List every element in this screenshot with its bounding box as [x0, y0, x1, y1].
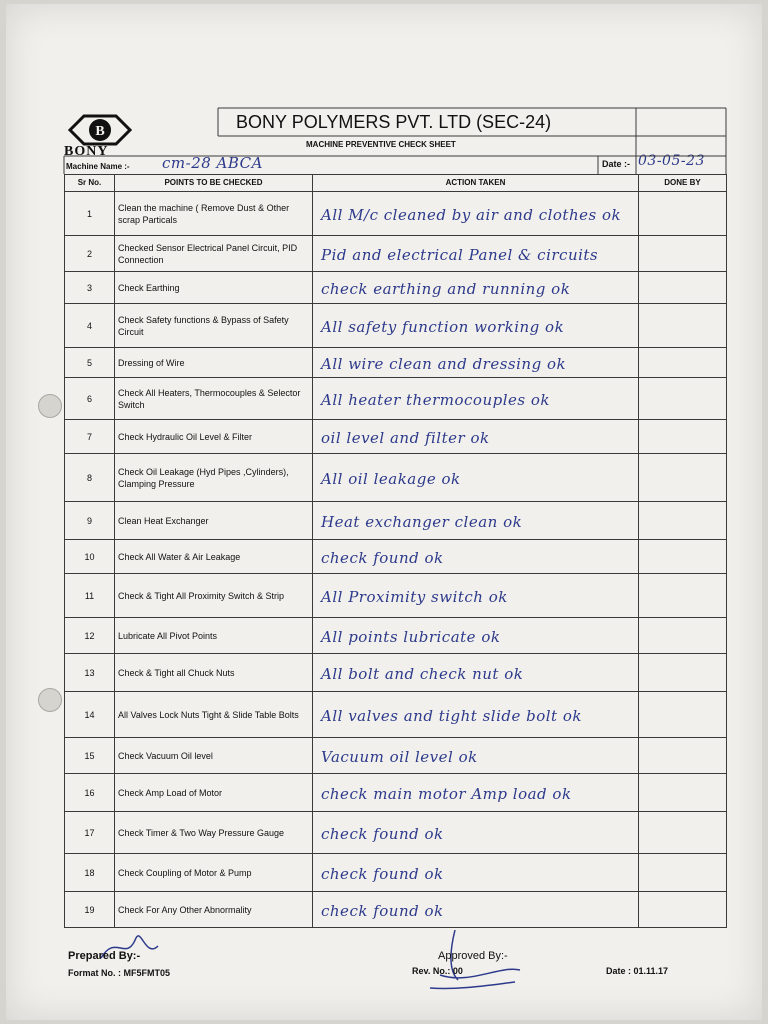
- row-action-taken: Vacuum oil level ok: [321, 747, 478, 766]
- row-done-by: [639, 420, 727, 454]
- punch-hole-bottom: [38, 688, 62, 712]
- row-action-cell: [313, 454, 639, 502]
- row-action-cell: [313, 892, 639, 928]
- row-sr-number: 17: [65, 812, 115, 854]
- row-check-point: Check Hydraulic Oil Level & Filter: [115, 420, 313, 454]
- table-row: [65, 654, 727, 692]
- row-sr-number: 3: [65, 272, 115, 304]
- table-row: [65, 454, 727, 502]
- table-row: [65, 618, 727, 654]
- row-action-taken: check main motor Amp load ok: [321, 784, 572, 803]
- row-sr-number: 2: [65, 236, 115, 272]
- row-check-point: Checked Sensor Electrical Panel Circuit, PID Connection: [115, 236, 313, 272]
- row-action-cell: [313, 272, 639, 304]
- row-action-taken: All oil leakage ok: [321, 469, 461, 488]
- table-row: [65, 304, 727, 348]
- row-check-point: Check Timer & Two Way Pressure Gauge: [115, 812, 313, 854]
- row-check-point: Clean Heat Exchanger: [115, 502, 313, 540]
- table-row: [65, 574, 727, 618]
- row-action-taken: All M/c cleaned by air and clothes ok: [321, 205, 622, 224]
- row-done-by: [639, 774, 727, 812]
- row-action-cell: [313, 420, 639, 454]
- row-check-point: Lubricate All Pivot Points: [115, 618, 313, 654]
- table-header-row: [65, 175, 727, 192]
- row-action-cell: [313, 540, 639, 574]
- row-sr-number: 4: [65, 304, 115, 348]
- approved-by-label: Approved By:-: [438, 950, 508, 962]
- row-done-by: [639, 304, 727, 348]
- row-sr-number: 9: [65, 502, 115, 540]
- row-check-point: Check Vacuum Oil level: [115, 738, 313, 774]
- row-sr-number: 13: [65, 654, 115, 692]
- row-check-point: Check Coupling of Motor & Pump: [115, 854, 313, 892]
- row-check-point: Check Oil Leakage (Hyd Pipes ,Cylinders), Clamping Pressure: [115, 454, 313, 502]
- row-check-point: Check Amp Load of Motor: [115, 774, 313, 812]
- row-action-cell: [313, 618, 639, 654]
- machine-name-value: cm-28 ABCA: [162, 154, 263, 172]
- table-row: [65, 692, 727, 738]
- row-action-taken: All bolt and check nut ok: [321, 664, 524, 683]
- row-action-cell: [313, 236, 639, 272]
- row-sr-number: 16: [65, 774, 115, 812]
- row-action-cell: [313, 692, 639, 738]
- row-check-point: Check For Any Other Abnormality: [115, 892, 313, 928]
- row-sr-number: 1: [65, 192, 115, 236]
- col-done-header: DONE BY: [639, 175, 727, 192]
- row-action-cell: [313, 854, 639, 892]
- table-row: [65, 378, 727, 420]
- table-row: [65, 738, 727, 774]
- row-done-by: [639, 618, 727, 654]
- row-action-cell: [313, 378, 639, 420]
- row-action-taken: oil level and filter ok: [321, 428, 490, 447]
- prepared-signature-icon: [96, 928, 166, 968]
- row-action-taken: All heater thermocouples ok: [321, 390, 550, 409]
- row-action-taken: check earthing and running ok: [321, 279, 571, 298]
- row-action-cell: [313, 738, 639, 774]
- row-done-by: [639, 654, 727, 692]
- row-done-by: [639, 272, 727, 304]
- row-action-cell: [313, 774, 639, 812]
- row-done-by: [639, 540, 727, 574]
- row-action-taken: Pid and electrical Panel & circuits: [321, 245, 599, 264]
- table-row: [65, 812, 727, 854]
- row-done-by: [639, 854, 727, 892]
- row-action-cell: [313, 654, 639, 692]
- prepared-by-label: Prepared By:-: [68, 950, 141, 962]
- row-action-taken: All points lubricate ok: [321, 627, 501, 646]
- checklist-table: [64, 174, 727, 928]
- row-done-by: [639, 892, 727, 928]
- sheet-title: MACHINE PREVENTIVE CHECK SHEET: [306, 140, 456, 149]
- row-check-point: Check All Water & Air Leakage: [115, 540, 313, 574]
- row-sr-number: 10: [65, 540, 115, 574]
- row-sr-number: 7: [65, 420, 115, 454]
- row-check-point: Check & Tight All Proximity Switch & Strip: [115, 574, 313, 618]
- col-action-header: ACTION TAKEN: [313, 175, 639, 192]
- row-done-by: [639, 738, 727, 774]
- row-sr-number: 5: [65, 348, 115, 378]
- table-row: [65, 502, 727, 540]
- row-sr-number: 8: [65, 454, 115, 502]
- row-done-by: [639, 574, 727, 618]
- row-check-point: Check Earthing: [115, 272, 313, 304]
- row-action-taken: All wire clean and dressing ok: [321, 354, 567, 373]
- table-row: [65, 236, 727, 272]
- row-action-cell: [313, 348, 639, 378]
- row-done-by: [639, 192, 727, 236]
- row-sr-number: 14: [65, 692, 115, 738]
- table-row: [65, 420, 727, 454]
- col-points-header: POINTS TO BE CHECKED: [115, 175, 313, 192]
- logo-wordmark: BONY: [64, 144, 109, 159]
- row-sr-number: 11: [65, 574, 115, 618]
- row-sr-number: 18: [65, 854, 115, 892]
- row-action-taken: All valves and tight slide bolt ok: [321, 706, 582, 725]
- row-action-taken: check found ok: [321, 901, 444, 920]
- col-sr-header: Sr No.: [65, 175, 115, 192]
- row-done-by: [639, 502, 727, 540]
- approved-signature-icon: [420, 930, 530, 1000]
- table-row: [65, 272, 727, 304]
- row-sr-number: 15: [65, 738, 115, 774]
- format-date: Date : 01.11.17: [606, 966, 669, 976]
- row-action-taken: All safety function working ok: [321, 317, 565, 336]
- row-check-point: Check Safety functions & Bypass of Safety Circuit: [115, 304, 313, 348]
- format-number: Format No. : MF5FMT05: [68, 968, 171, 978]
- table-row: [65, 774, 727, 812]
- row-action-cell: [313, 304, 639, 348]
- row-action-cell: [313, 192, 639, 236]
- row-sr-number: 6: [65, 378, 115, 420]
- row-done-by: [639, 348, 727, 378]
- revision-number: Rev. No.: 00: [412, 966, 463, 976]
- row-done-by: [639, 378, 727, 420]
- row-done-by: [639, 812, 727, 854]
- row-action-taken: Heat exchanger clean ok: [321, 512, 523, 531]
- date-value: 03-05-23: [638, 153, 705, 169]
- row-check-point: All Valves Lock Nuts Tight & Slide Table Bolts: [115, 692, 313, 738]
- row-done-by: [639, 692, 727, 738]
- row-action-taken: check found ok: [321, 824, 444, 843]
- row-action-cell: [313, 574, 639, 618]
- header-frame: [0, 0, 768, 180]
- table-row: [65, 892, 727, 928]
- row-action-taken: All Proximity switch ok: [321, 587, 508, 606]
- row-action-taken: check found ok: [321, 864, 444, 883]
- table-row: [65, 348, 727, 378]
- machine-name-label: Machine Name :-: [66, 162, 130, 171]
- table-row: [65, 192, 727, 236]
- row-check-point: Dressing of Wire: [115, 348, 313, 378]
- punch-hole-top: [38, 394, 62, 418]
- date-label: Date :-: [602, 159, 631, 169]
- table-row: [65, 540, 727, 574]
- company-name: BONY POLYMERS PVT. LTD (SEC-24): [236, 112, 552, 132]
- table-row: [65, 854, 727, 892]
- row-sr-number: 12: [65, 618, 115, 654]
- row-done-by: [639, 454, 727, 502]
- row-check-point: Check & Tight all Chuck Nuts: [115, 654, 313, 692]
- row-sr-number: 19: [65, 892, 115, 928]
- checklist-body: [65, 192, 727, 928]
- svg-text:B: B: [95, 124, 105, 139]
- row-action-taken: check found ok: [321, 548, 444, 567]
- row-check-point: Clean the machine ( Remove Dust & Other scrap Particals: [115, 192, 313, 236]
- row-check-point: Check All Heaters, Thermocouples & Selector Switch: [115, 378, 313, 420]
- row-done-by: [639, 236, 727, 272]
- row-action-cell: [313, 812, 639, 854]
- row-action-cell: [313, 502, 639, 540]
